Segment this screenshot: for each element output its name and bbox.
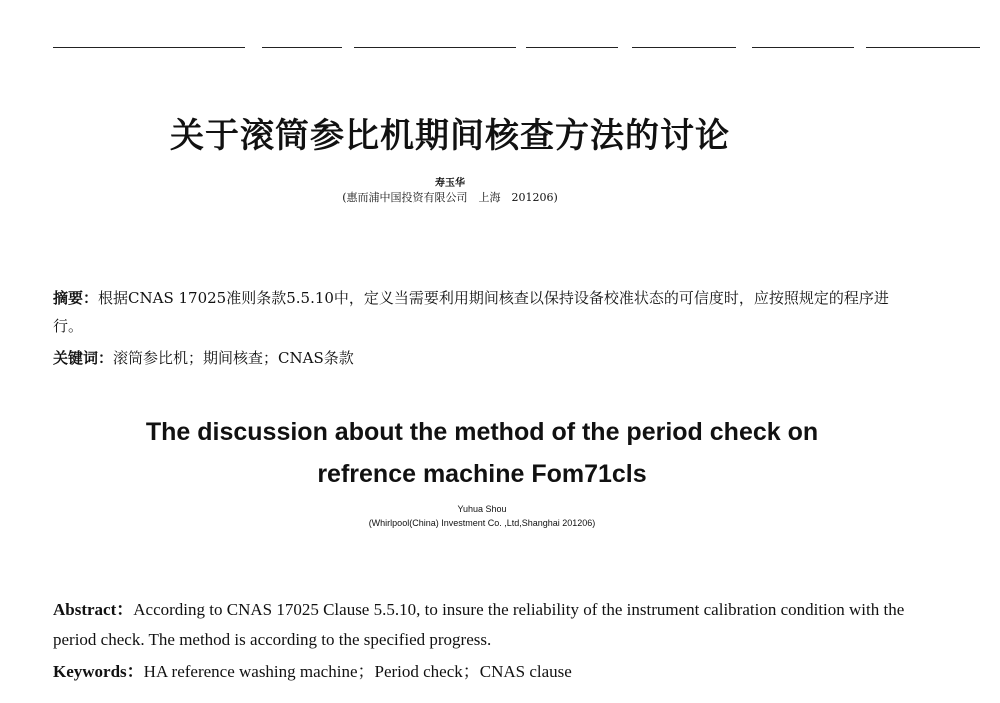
english-title [82,411,882,495]
header-rule [526,47,618,48]
english-title-line1: The discussion about the method of the period check on [145,418,819,446]
english-affiliation: (Whirlpool(China) Investment Co. ,Ltd,Shanghai 201206) [368,518,596,528]
chinese-abstract-label: 摘要： [53,289,99,307]
chinese-author: 寿玉华 [435,178,465,189]
english-keywords-text: HA reference washing machine；Period check；CNAS clause [143,662,572,681]
english-title-line2: refrence machine Fom71cls [317,460,647,488]
header-rule [752,47,854,48]
english-abstract [53,595,923,655]
header-rule [262,47,342,48]
chinese-keywords-text: 滚筒参比机；期间核查；CNAS条款 [113,349,354,367]
header-rule [53,47,245,48]
chinese-title: 关于滚筒参比机期间核查方法的讨论 [170,116,730,156]
english-abstract-label: Abstract： [53,600,134,619]
chinese-keywords-label: 关键词： [53,349,114,367]
chinese-keywords [53,344,913,372]
english-author: Yuhua Shou [457,504,507,514]
header-rule [866,47,980,48]
chinese-abstract-text: 根据CNAS 17025准则条款5.5.10中，定义当需要利用期间核查以保持设备校准状态的可信度时，应按照规定的程序进行。 [53,289,889,335]
header-rule [354,47,516,48]
english-keywords [53,657,923,687]
english-keywords-label: Keywords： [53,662,144,681]
chinese-abstract [53,284,913,340]
english-abstract-text: According to CNAS 17025 Clause 5.5.10, to insure the reliability of the instrument calibration condition with the period check. The method is according to the specified progress. [53,600,905,649]
header-rule [632,47,736,48]
chinese-affiliation: (惠而浦中国投资有限公司 上海 201206) [342,191,558,204]
